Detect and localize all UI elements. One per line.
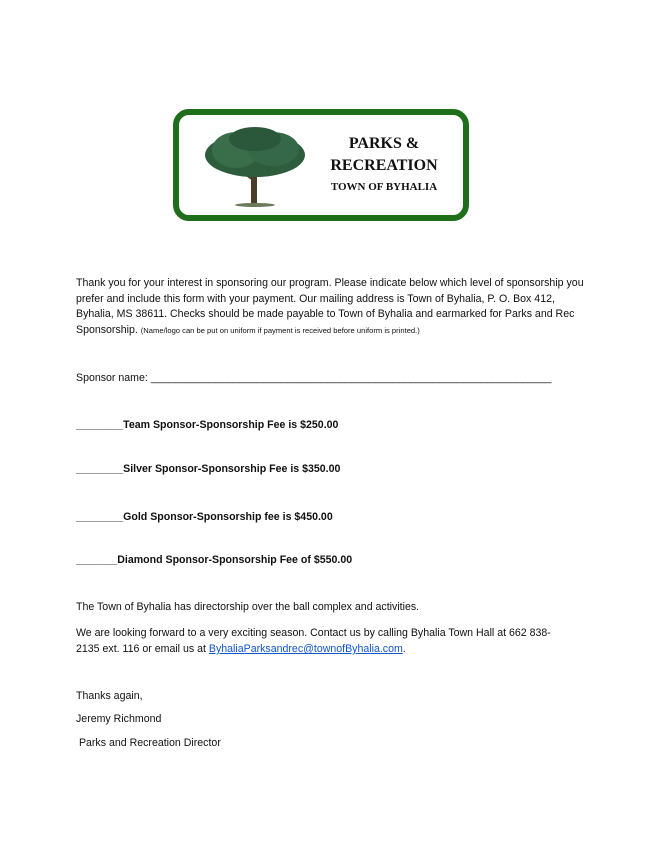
option-blank[interactable]: ________ bbox=[76, 419, 124, 431]
directorship-text: The Town of Byhalia has directorship over the ball complex and activities. bbox=[76, 601, 420, 613]
option-silver[interactable] bbox=[76, 463, 340, 475]
option-label: Silver Sponsor-Sponsorship Fee is $350.00 bbox=[123, 463, 341, 475]
option-blank[interactable]: ________ bbox=[76, 511, 124, 523]
sponsor-name-label: Sponsor name: bbox=[76, 372, 151, 384]
logo-line-2: RECREATION bbox=[330, 157, 438, 174]
logo-line-1: PARKS & bbox=[348, 135, 420, 152]
parks-recreation-logo bbox=[173, 109, 469, 221]
intro-note: (Name/logo can be put on uniform if payment is received before uniform is printed.) bbox=[140, 326, 420, 336]
tree-icon bbox=[201, 125, 311, 210]
sponsor-name-blank[interactable]: ____________________________________________________________________ bbox=[150, 372, 552, 384]
contact-line-2 bbox=[76, 643, 406, 655]
option-blank[interactable]: ________ bbox=[76, 463, 124, 475]
closing-thanks: Thanks again, bbox=[76, 690, 143, 702]
signer-title: Parks and Recreation Director bbox=[76, 737, 221, 749]
contact-line-1: We are looking forward to a very exciting season. Contact us by calling Byhalia Town Hall at 662 838- bbox=[76, 627, 551, 639]
email-link[interactable]: ByhaliaParksandrec@townofByhalia.com bbox=[208, 643, 403, 655]
intro-paragraph bbox=[76, 276, 586, 339]
intro-text: Thank you for your interest in sponsoring our program. Please indicate below which level of sponsorship you prefer and include this form with your payment. Our mailing address is Town of Byhalia, P. O. Box 412, Byhalia, MS 38611. Checks should be made payable to Town of Byhalia and earmarked for Parks and Rec Sponsorship. bbox=[76, 277, 584, 337]
signer-name: Jeremy Richmond bbox=[76, 713, 162, 725]
sponsor-name-field[interactable] bbox=[76, 372, 551, 384]
contact-text: 2135 ext. 116 or email us at bbox=[76, 643, 209, 655]
option-diamond[interactable] bbox=[76, 554, 352, 566]
logo-line-3: TOWN OF BYHALIA bbox=[330, 181, 438, 193]
contact-punct: . bbox=[402, 643, 406, 655]
option-label: Gold Sponsor-Sponsorship fee is $450.00 bbox=[123, 511, 333, 523]
option-team[interactable] bbox=[76, 419, 338, 431]
option-blank[interactable]: _______ bbox=[76, 554, 118, 566]
option-gold[interactable] bbox=[76, 511, 333, 523]
option-label: Team Sponsor-Sponsorship Fee is $250.00 bbox=[123, 419, 339, 431]
option-label: Diamond Sponsor-Sponsorship Fee of $550.00 bbox=[117, 554, 353, 566]
logo-text bbox=[309, 133, 459, 197]
